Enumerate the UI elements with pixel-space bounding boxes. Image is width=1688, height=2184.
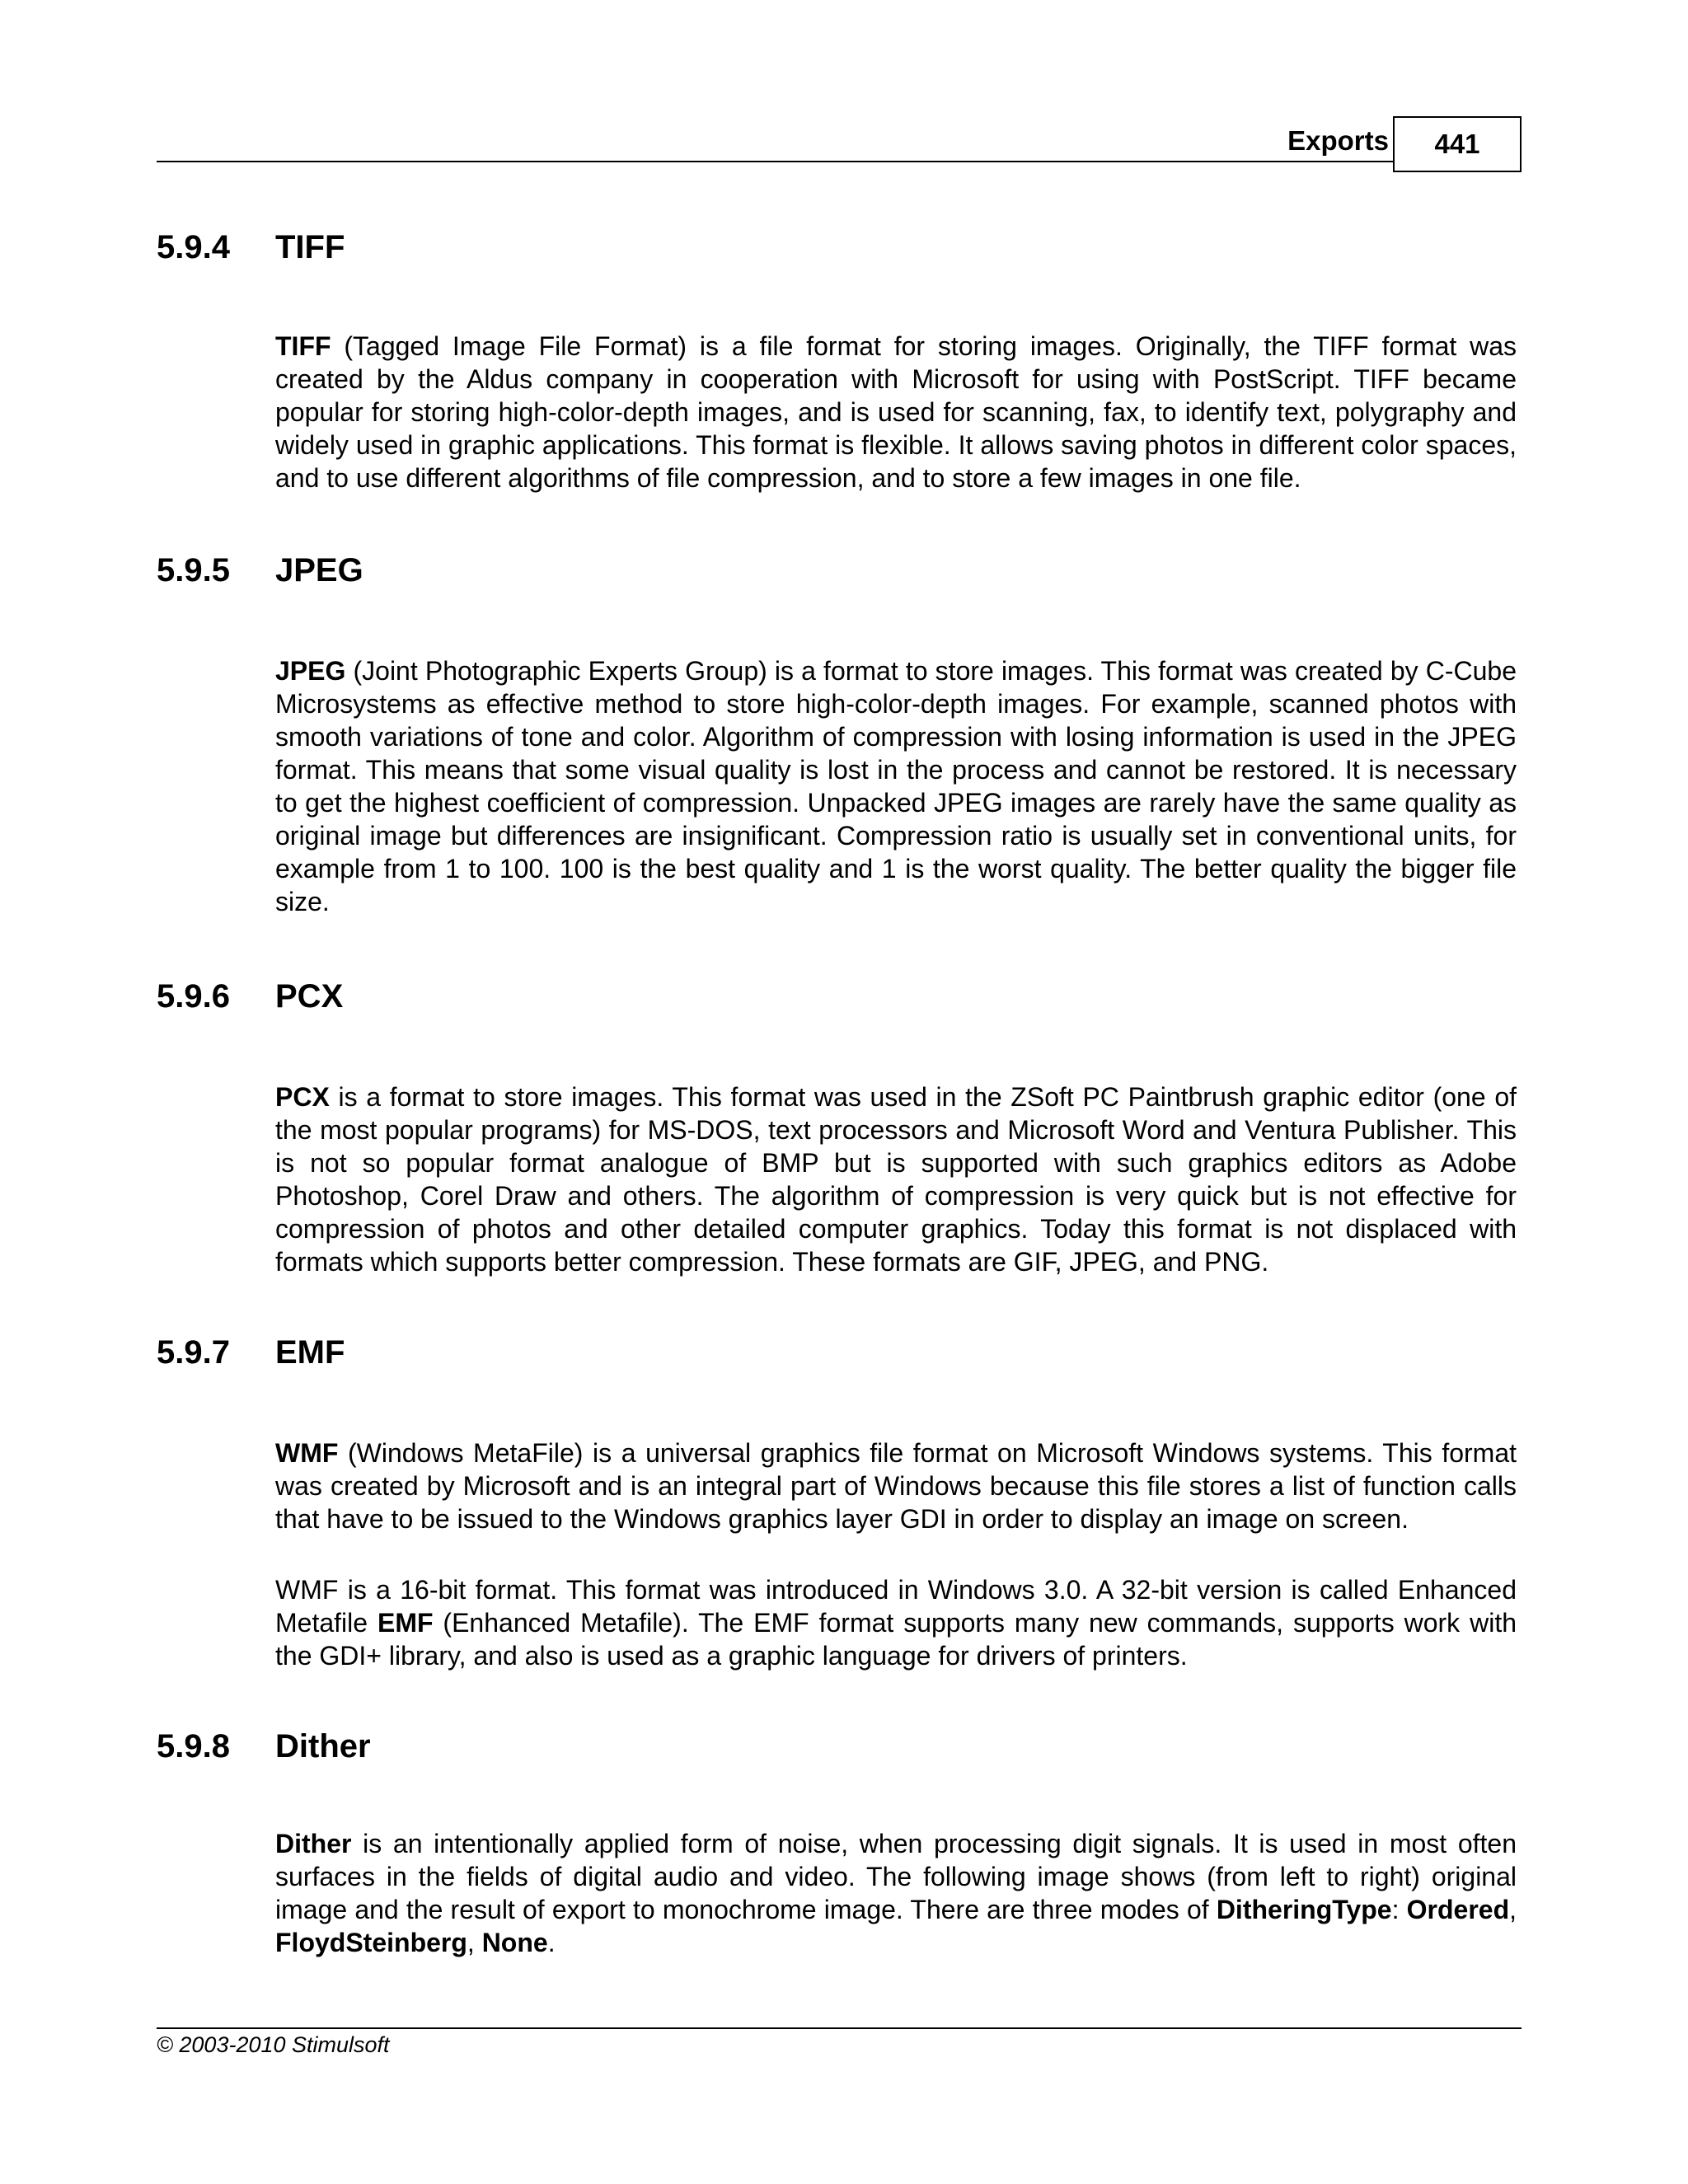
term-bold: PCX [275,1082,330,1112]
header-rule [157,161,1393,162]
section-title: Dither [275,1728,371,1765]
section-heading [157,1727,1517,1766]
paragraph-text: (Joint Photographic Experts Group) is a format to store images. This format was created by C-Cube Microsystems as effective method to store high-color-depth images. For example, scanned photos with smooth variations of tone and color. Algorithm of compression with losing information is used in the JPEG format. This means that some visual quality is lost in the process and cannot be restored. It is necessary to get the highest coefficient of compression. Unpacked JPEG images are rarely have the same quality as original image but differences are insignificant. Compression ratio is usually set in conventional units, for example from 1 to 100. 100 is the best quality and 1 is the worst quality. The better quality the bigger file size. [275,656,1517,916]
section-number: 5.9.6 [157,978,230,1015]
mode-floydsteinberg: FloydSteinberg [275,1928,467,1957]
footer-rule [157,2027,1522,2029]
section-number: 5.9.8 [157,1728,230,1765]
paragraph [275,1080,1517,1278]
section-title: PCX [275,978,344,1015]
section-jpeg [157,551,1517,918]
section-heading [157,551,1517,590]
footer-copyright: © 2003-2010 Stimulsoft [157,2032,390,2057]
term-bold: WMF [275,1438,339,1468]
section-number: 5.9.4 [157,229,230,265]
page-number-box [1393,116,1522,172]
section-emf [157,1333,1517,1672]
section-title: EMF [275,1334,345,1371]
section-heading [157,1333,1517,1372]
paragraph-text: (Tagged Image File Format) is a file format for storing images. Originally, the TIFF format was created by the Aldus company in cooperation with Microsoft for using with PostScript. TIFF became popular for storing high-color-depth images, and is used for scanning, fax, to identify text, polygraphy and widely used in graphic applications. This format is flexible. It allows saving photos in different color spaces, and to use different algorithms of file compression, and to store a few images in one file. [275,331,1517,493]
punctuation: , [1509,1895,1517,1924]
section-title: JPEG [275,552,363,588]
punctuation: . [547,1928,556,1957]
section-dither [157,1727,1517,1959]
paragraph-text: is an intentionally applied form of noise, when processing digit signals. It is used in most often surfaces in the fields of digital audio and video. The following image shows (from left to right) original image and the result of export to monochrome image. There are three modes of [275,1829,1517,1924]
section-title: TIFF [275,229,345,265]
paragraph [275,1436,1517,1535]
section-number: 5.9.7 [157,1334,230,1371]
section-number: 5.9.5 [157,552,230,588]
paragraph [275,330,1517,494]
section-tiff [157,227,1517,494]
paragraph [275,654,1517,918]
punctuation: : [1391,1895,1407,1924]
section-heading [157,977,1517,1016]
page-number: 441 [1434,129,1480,159]
section-heading [157,227,1517,267]
section-pcx [157,977,1517,1278]
mode-ordered: Ordered [1406,1895,1510,1924]
mode-none: None [481,1928,548,1957]
paragraph-text: (Windows MetaFile) is a universal graphics file format on Microsoft Windows systems. This format was created by Microsoft and is an integral part of Windows because this file stores a list of function calls that have to be issued to the Windows graphics layer GDI in order to display an image on screen. [275,1438,1517,1534]
paragraph [275,1827,1517,1959]
running-header-section: Exports [1287,125,1389,156]
term-bold: JPEG [275,656,346,686]
term-bold: DitheringType [1216,1895,1392,1924]
paragraph-text: is a format to store images. This format was used in the ZSoft PC Paintbrush graphic editor (one of the most popular programs) for MS-DOS, text processors and Microsoft Word and Ventura Publisher. This is not so popular format analogue of BMP but is supported with such graphics editors as Adobe Photoshop, Corel Draw and others. The algorithm of compression is very quick but is not effective for compression of photos and other detailed computer graphics. Today this format is not displaced with formats which supports better compression. These formats are GIF, JPEG, and PNG. [275,1082,1517,1277]
term-bold: Dither [275,1829,352,1858]
paragraph [275,1573,1517,1672]
paragraph-text: WMF is a 16-bit format. This format was introduced in Windows 3.0. A 32-bit version is called Enhanced Metafile [275,1575,1517,1638]
term-bold: EMF [377,1608,434,1638]
punctuation: , [467,1928,482,1957]
term-bold: TIFF [275,331,331,361]
paragraph-text: (Enhanced Metafile). The EMF format supports many new commands, supports work with the GDI+ library, and also is used as a graphic language for drivers of printers. [275,1608,1517,1671]
